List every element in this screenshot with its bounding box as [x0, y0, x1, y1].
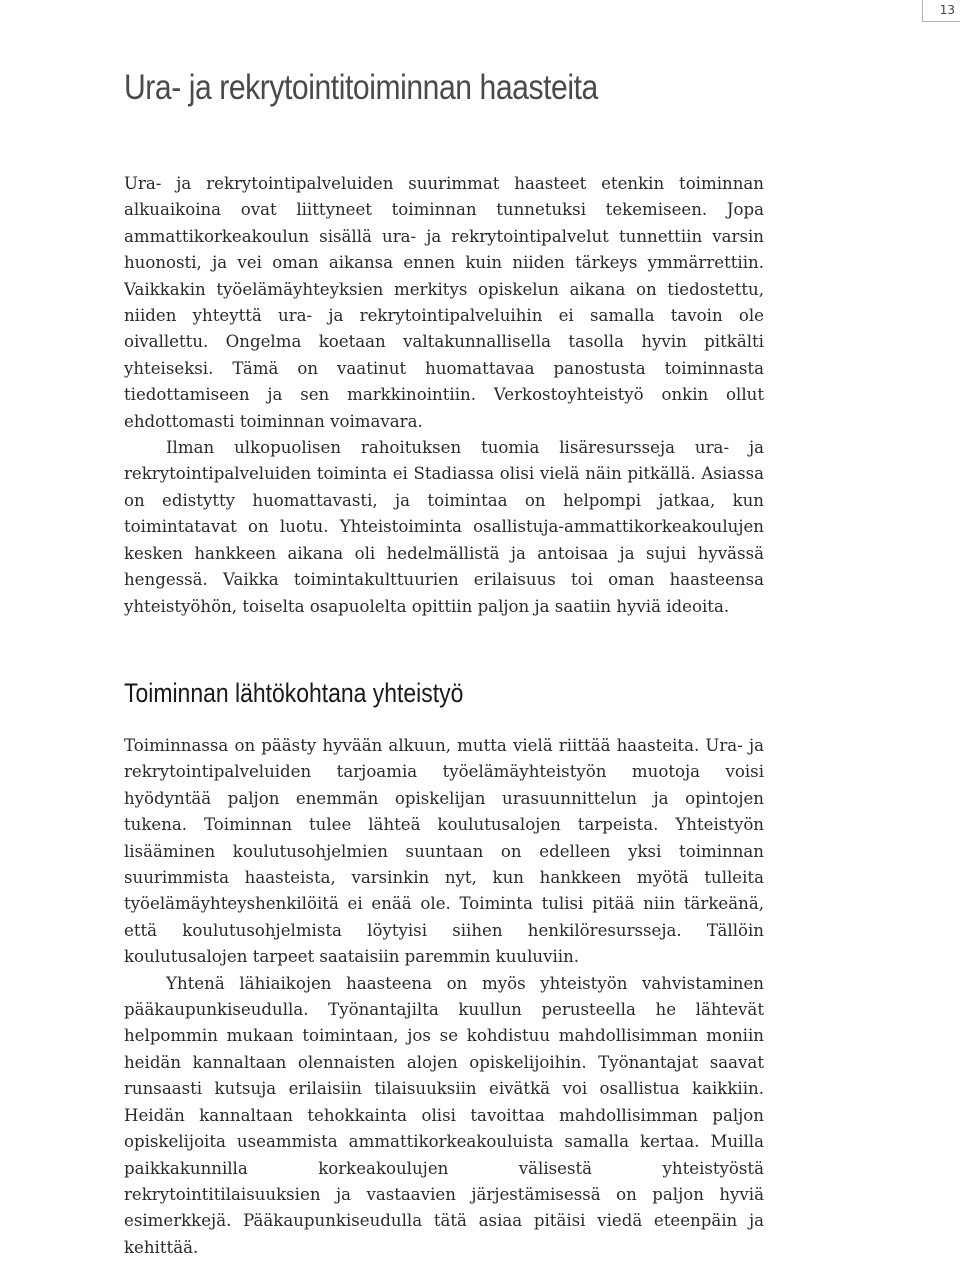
paragraph: Yhtenä lähiaikojen haasteena on myös yhteistyön vahvistaminen pääkaupunkiseudulla. Työnantajilta kuullun perusteella he lähtevät helpommin mukaan toimintaan, jos se kohdistuu mahdollisimman moniin heidän kannaltaan olennaisten alojen opiskelijoihin. Työnantajat saavat runsaasti kutsuja erilaisiin tilaisuuksiin eivätkä voi osallistua kaikkiin. Heidän kannaltaan tehokkainta olisi tavoittaa mahdollisimman paljon opiskelijoita useammista ammattikorkeakouluista samalla kertaa. Muilla paikkakunnilla korkeakoulujen välisestä yhteistyöstä rekrytointitilaisuuksien ja vastaavien järjestämisessä on paljon hyviä esimerkkejä. Pääkaupunkiseudulla tätä asiaa pitäisi viedä eteenpäin ja kehittää.: [124, 973, 764, 1257]
chapter-title: Ura- ja rekrytointitoiminnan haasteita: [124, 68, 598, 107]
page-number: 13: [939, 3, 955, 17]
paragraph: Ura- ja rekrytointipalveluiden suurimmat haasteet etenkin toiminnan alkuaikoina ovat liittyneet toiminnan tunnetuksi tekemiseen. Jopa ammattikorkeakoulun sisällä ura- ja rekrytointipalvelut tunnettiin varsin huonosti, ja vei oman aikansa ennen kuin niiden tärkeys ymmärrettiin. Vaikkakin työelämäyhteyksien merkitys opiskelun aikana on tiedostettu, niiden yhteyttä ura- ja rekrytointipalveluihin ei samalla tavoin ole oivallettu. Ongelma koetaan valtakunnallisella tasolla hyvin pitkälti yhteiseksi. Tämä on vaatinut huomattavaa panostusta toiminnasta tiedottamiseen ja sen markkinointiin. Verkostoyhteistyö onkin ollut ehdottomasti toiminnan voimavara.: [124, 174, 764, 431]
paragraph: Ilman ulkopuolisen rahoituksen tuomia lisäresursseja ura- ja rekrytointipalveluiden toiminta ei Stadiassa olisi vielä näin pitkällä. Asiassa on edistytty huomattavasti, ja toimintaa on helpompi jatkaa, kun toimintatavat on luotu. Yhteistoiminta osallistuja-ammattikorkeakoulujen kesken hankkeen aikana oli hedelmällistä ja antoisaa ja sujui hyvässä hengessä. Vaikka toimintakulttuurien erilaisuus toi oman haasteensa yhteistyöhön, toiselta osapuolelta opittiin paljon ja saatiin hyviä ideoita.: [124, 438, 764, 616]
paragraph: Toiminnassa on päästy hyvään alkuun, mutta vielä riittää haasteita. Ura- ja rekrytointipalveluiden tarjoamia työelämäyhteistyön muotoja voisi hyödyntää paljon enemmän opiskelijan urasuunnittelun ja opintojen tukena. Toiminnan tulee lähteä koulutusalojen tarpeista. Yhteistyön lisääminen koulutusohjelmien suuntaan on edelleen yksi toiminnan suurimmista haasteista, varsinkin nyt, kun hankkeen myötä tulleita työelämäyhteyshenkilöitä ei enää ole. Toiminta tulisi pitää niin tärkeänä, että koulutusohjelmista löytyisi siihen henkilöresursseja. Tällöin koulutusalojen tarpeet saataisiin paremmin kuuluviin.: [124, 736, 764, 967]
page-number-box: [922, 0, 960, 22]
section-body: [124, 733, 764, 1261]
section-title: Toiminnan lähtökohtana yhteistyö: [124, 678, 464, 708]
chapter-body: [124, 171, 764, 620]
